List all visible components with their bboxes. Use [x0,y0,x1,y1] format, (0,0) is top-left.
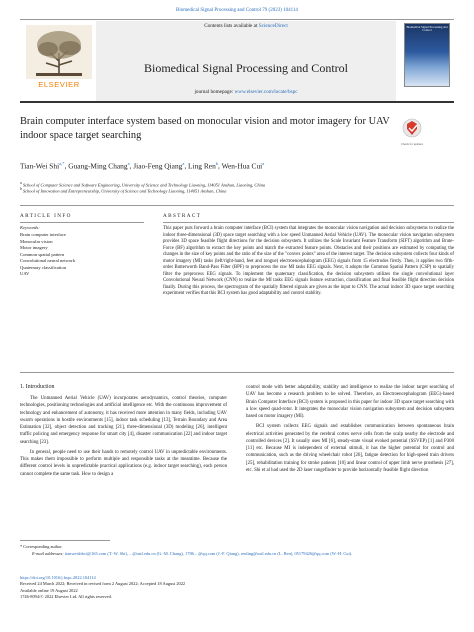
homepage-prefix: journal homepage: [194,89,234,95]
journal-title: Biomedical Signal Processing and Control [144,61,348,75]
footnote-rule [20,540,110,541]
article-info-rule [20,222,144,223]
introduction-heading: 1. Introduction [20,384,55,390]
article-info-heading: ARTICLE INFO [20,213,72,219]
elsevier-tree-logo [26,25,92,79]
check-for-updates-label[interactable]: Check for updates [401,142,423,146]
keywords-list [20,232,144,278]
affiliation-a-label: a [20,181,22,185]
homepage-line [96,89,396,95]
article-title: Brain computer interface system based on monocular vision and motor imagery for UAV indoor space target searching [20,116,390,141]
section-divider [20,205,454,206]
check-for-updates-icon[interactable] [401,118,423,142]
publisher-name: ELSEVIER [38,80,80,89]
contents-line [96,23,396,29]
author-name[interactable]: Ling Ren [188,161,216,171]
body-paragraph: control mode with better adaptability, stability and intelligence to realize the indoor target searching of UAV has become a research problem to be solved. Therefore, an Electroencephalogram (EEG)-based Brain Computer Interface (BCI) system is proposed in this paper for indoor 3D space target searching with a low speed quad-rotor. It integrates the monocular vision navigation subsystem and decision subsystem based on motor imagery (MI). [246,385,454,420]
affiliation-a-text: School of Computer Science and Software Engineering, University of Science and Technology Liaoning, 114051 Anshan, Liaoning, China [22,182,266,188]
available-online: Available online 19 August 2022 [20,587,78,593]
email-label: E-mail addresses: [32,551,64,556]
abstract-heading: ABSTRACT [163,213,202,219]
keywords-label: Keywords: [20,225,40,230]
corresponding-author-note: * Corresponding author. [20,544,63,549]
publication-info [20,575,450,601]
body-paragraph: The Unmanned Aerial Vehicle (UAV) incorporates aerodynamics, control theories, computer technologies, positioning technologies and artificial intelligence etc. With the continuous improvement of technology and enhancement of autonomy, it has received more attention in many fields, including UAV swarm operations in hostile environments [15], indoor task scheduling [13], Terrain Boundary and Area Estimation [32], object detection and tracking [21], three-dimensional (3D) modeling [26], intelligent traffic policing and emergency response for smart city [4], disaster communication [22] and indoor target searching [23]. [20,396,227,445]
author-list: Tian-Wei Shi$^{a,*}$, Guang-Ming Chang$^a$, Jiao-Feng Qiang$^a$, Ling Ren$^b$, Wen-Hua Cui$^a$ [20,161,265,171]
author-name[interactable]: Guang-Ming Chang [68,161,128,171]
email-addresses [32,551,462,557]
sciencedirect-link[interactable]: ScienceDirect [258,23,288,29]
contents-prefix: Contents lists available at [204,23,258,29]
copyright: 1746-8094/© 2022 Elsevier Ltd. All rights reserved. [20,594,112,600]
author-affiliation-marker: b [215,161,219,166]
homepage-link[interactable]: www.elsevier.com/locate/bspc [234,89,298,95]
body-paragraph: BCI system collects EEG signals and establishes communication between spontaneous brain electrical activities generated by the cerebral cortex nerve cells from the scalp nearby the electrode and controlled devices [2]. It usually uses MI [6], steady-state visual evoked potential (SSVEP) [1] and P300 [11] etc. Because MI is independent of external stimuli, it has the higher potential for control and communication, such as the driving wheelchair robot [26], fatigue detection for high-speed train drivers [25], rehabilitation training for stroke patients [10] and linear control of upper limb nerve prosthesis [27], etc. Shi et al had used the 2D laser rangefinder to provide horizontally feasible flight direction [246,424,454,473]
abstract-text: This paper puts forward a brain computer interface (BCI) system that integrates the monocular vision navigation and decision subsystems to realize the indoor three-dimensional (3D) space target searching with a low speed Unmanned Aerial Vehicle (UAV). The monocular vision navigation subsystem provides 3D space feasible flight directions for the decision subsystem. It utilizes the Scale Invariant Feature Transform (SIFT) algorithm and Brute-Force (BF) algorithm to extract the key points and match the extracted feature points. Obstacles and their positions are estimated by computing the changes in the size of key points and the ratio of the size of the "convex points" area of the interest target. The decision subsystem collects four kinds of motor imagery (MI) tasks (left/right-hand, feet and tongue) electroencephalogram (EEG) signals from 15 electrodes firstly. Then, it applies two fifth-order Butterworth Band-Pass Filter (BPF) to preprocess the raw MI tasks EEG signals. Next, it adopts the Common Spatial Pattern (CSP) to spatially filter the preprocess EEG signals. To implement the quaternary classification, the decision subsystem utilizes the single convolutional layer Convolutional Neural Network (CNN) to realize the MI tasks EEG signals feature extraction, classification and final feasible flight direction decision finally. During this process, the spectrogram of the spatially filtered signals are given as the input to CNN. The actual indoor 3D space target searching experiment verifies that this BCI system has good adaptability and control stability. [163,226,454,297]
affiliation-b [20,187,460,193]
keyword-item: Motor imagery [20,245,48,251]
email-list[interactable]: tianweishbci@163.com (T.-W. Shi), ...@ustl.edu.cn (G.-M. Chang), 1786... @qq.com (J.-F. Qiang), renling@ustl.edu.cn (L. Ren), 05179426@qq.com (W.-H. Cui). [64,551,353,556]
affiliation-b-label: b [20,187,22,191]
author-name[interactable]: Tian-Wei Shi [20,161,60,171]
author-affiliation-marker: a [182,161,185,166]
journal-cover-image[interactable] [404,23,450,87]
section-divider [20,372,454,373]
keyword-item: Quaternary classification [20,264,67,270]
keyword-item: Convolutional neural network [20,258,76,264]
author-affiliation-marker: a [262,161,265,166]
affiliation-b-text: School of Innovation and Entrepreneurship, University of Science and Technology Liaoning, 114051 Anshan, China [22,188,227,194]
body-column-right [246,384,454,477]
abstract-rule [163,222,454,223]
journal-citation[interactable]: Biomedical Signal Processing and Control 79 (2023) 104114 [176,8,298,13]
received-dates: Received 24 March 2022; Received in revised form 2 August 2022; Accepted 18 August 2022 [20,581,186,587]
author-name[interactable]: Wen-Hua Cui [221,161,263,171]
keyword-item: UAV [20,271,30,277]
body-paragraph: In general, people need to use their hands to remotely control UAV in unpredictable environments. This makes them impossible to perform multiple and responsible tasks at the meantime. Because the different control levels in unpredictable practical applications (e.g. indoor target searching), each person cannot complete the same task. How to design a [20,449,227,477]
author-affiliation-marker: a [127,161,130,166]
keyword-item: Common spatial pattern [20,251,65,257]
author-name[interactable]: Jiao-Feng Qiang [133,161,183,171]
doi-link[interactable]: https://doi.org/10.1016/j.bspc.2022.104114 [20,575,96,580]
cover-title: Biomedical Signal Processing and Control [406,25,448,33]
body-column-left [20,395,227,481]
keyword-item: Brain computer interface [20,232,66,237]
author-affiliation-marker: a,* [59,161,65,166]
keyword-item: Monocular vision [20,238,53,244]
